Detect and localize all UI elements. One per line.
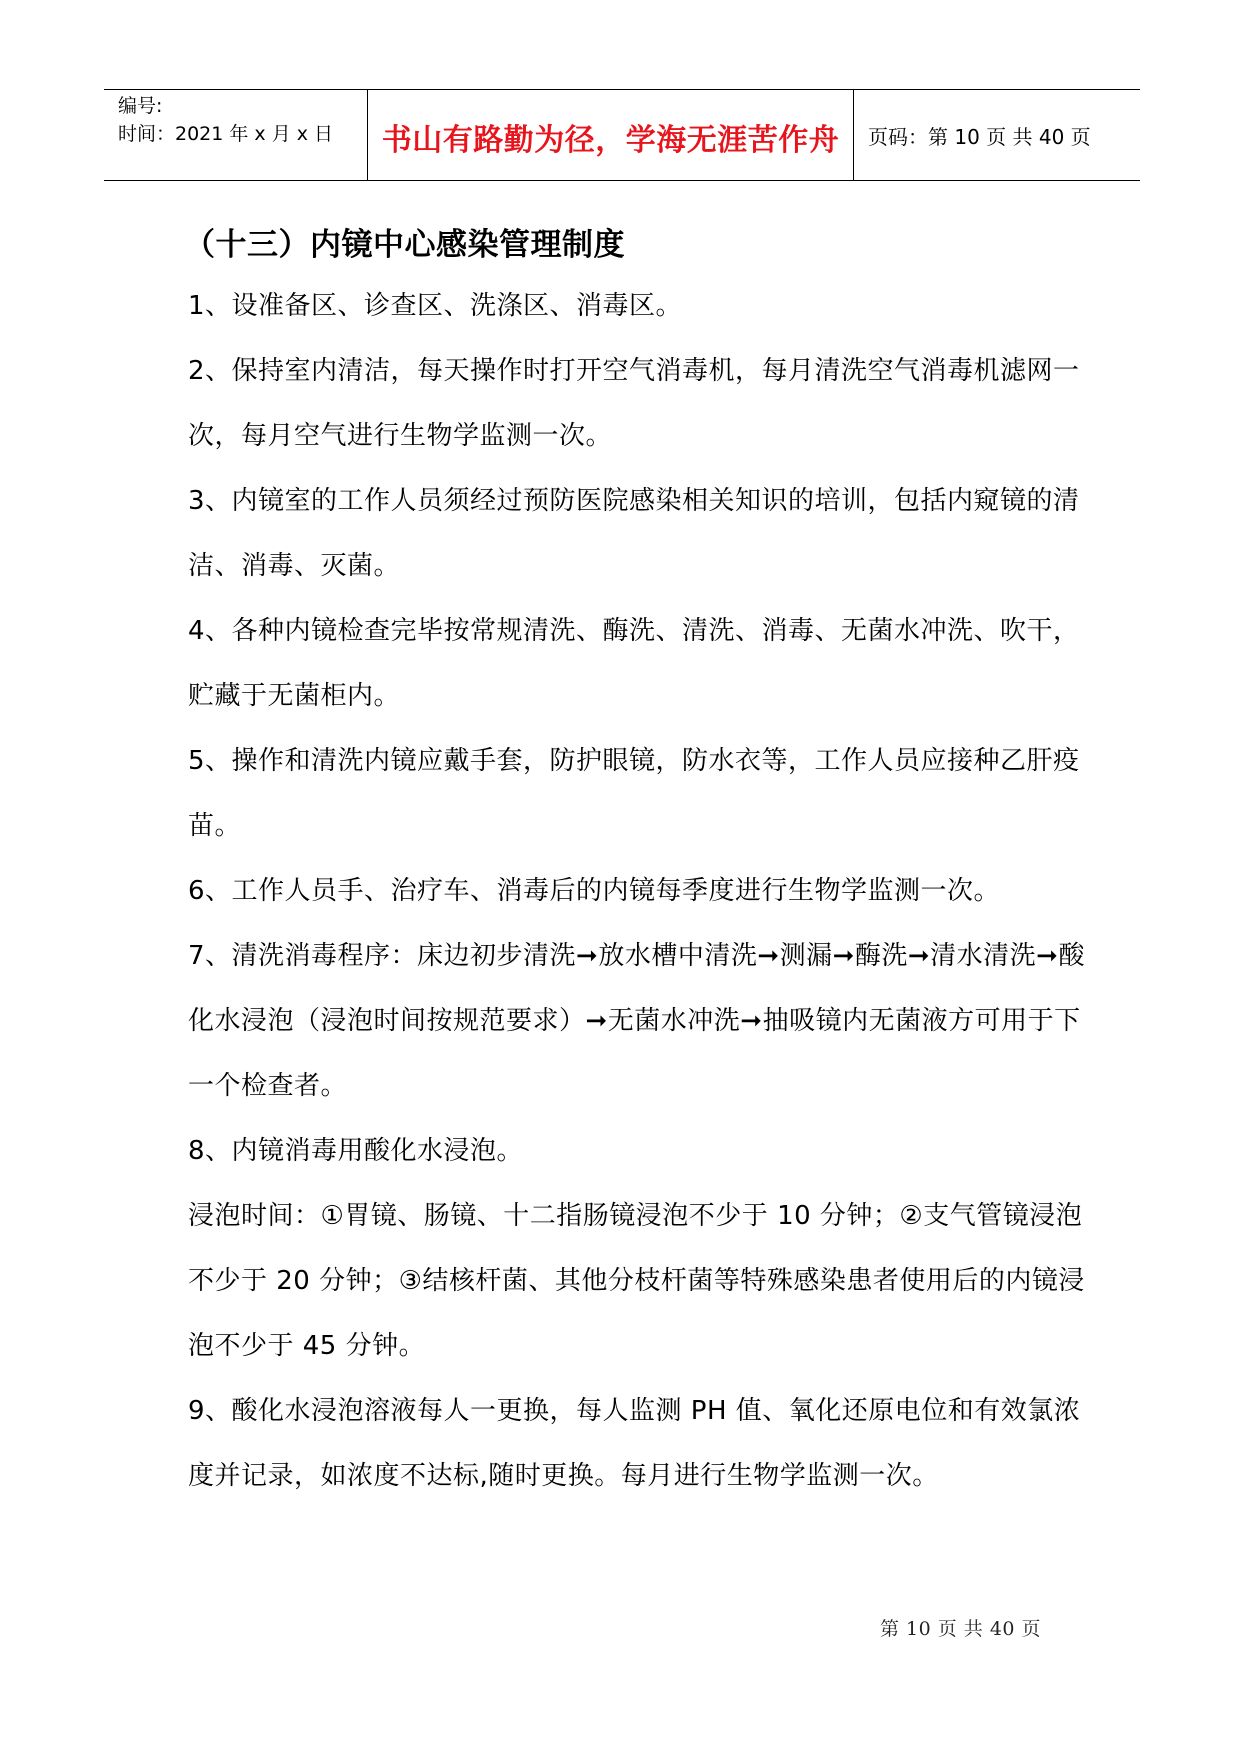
page-header — [104, 89, 1140, 181]
paragraph: 6、工作人员手、治疗车、消毒后的内镜每季度进行生物学监测一次。 — [188, 876, 1001, 906]
paragraph: 3、内镜室的工作人员须经过预防医院感染相关知识的培训，包括内窥镜的清洁、消毒、灭菌。 — [188, 486, 1080, 581]
header-page-info: 页码：第 10 页 共 40 页 — [868, 124, 1091, 149]
header-motto-cell — [368, 90, 854, 180]
document-title: （十三）内镜中心感染管理制度 — [184, 227, 625, 263]
paragraph: 5、操作和清洗内镜应戴手套，防护眼镜，防水衣等，工作人员应接种乙肝疫苗。 — [188, 746, 1080, 841]
document-body — [184, 216, 1088, 1509]
paragraph: 8、内镜消毒用酸化水浸泡。 — [188, 1136, 524, 1166]
header-left-cell — [104, 90, 368, 180]
paragraph: 9、酸化水浸泡溶液每人一更换，每人监测 PH 值、氧化还原电位和有效氯浓度并记录，如浓度不达标,随时更换。每月进行生物学监测一次。 — [188, 1396, 1081, 1491]
serial-number-label: 编号: — [118, 95, 163, 117]
motto-text: 书山有路勤为径，学海无涯苦作舟 — [381, 123, 840, 158]
paragraph: 浸泡时间：①胃镜、肠镜、十二指肠镜浸泡不少于 10 分钟；②支气管镜浸泡不少于 20 分钟；③结核杆菌、其他分枝杆菌等特殊感染患者使用后的内镜浸泡不少于 45 分钟。 — [188, 1201, 1085, 1361]
page-footer: 第 10 页 共 40 页 — [880, 1618, 1042, 1640]
time-label: 时间：2021 年 x 月 x 日 — [118, 123, 334, 145]
paragraph: 4、各种内镜检查完毕按常规清洗、酶洗、清洗、消毒、无菌水冲洗、吹干，贮藏于无菌柜内。 — [188, 616, 1080, 711]
paragraph: 2、保持室内清洁，每天操作时打开空气消毒机，每月清洗空气消毒机滤网一次，每月空气进行生物学监测一次。 — [188, 356, 1080, 451]
header-right-cell — [854, 90, 1140, 180]
paragraph: 1、设准备区、诊查区、洗涤区、消毒区。 — [188, 291, 683, 321]
paragraph: 7、清洗消毒程序：床边初步清洗➞放水槽中清洗➞测漏➞酶洗➞清水清洗➞酸化水浸泡（浸泡时间按规范要求）➞无菌水冲洗➞抽吸镜内无菌液方可用于下一个检查者。 — [188, 941, 1085, 1101]
